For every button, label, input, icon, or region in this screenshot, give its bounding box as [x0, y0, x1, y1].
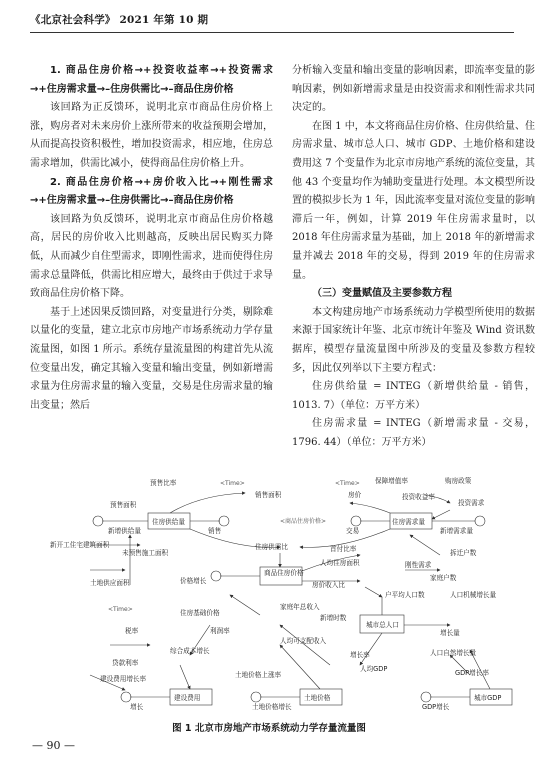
header-rule: [30, 32, 514, 33]
paragraph: 分析输入变量和输出变量的影响因素，即流率变量的影响因素，例如新增需求量是由投资需求和刚性需求共同决定的。: [292, 65, 535, 114]
label-transaction: 交易: [346, 527, 360, 535]
label-house-price: 房价: [348, 491, 362, 499]
label-unpresold-area: 未预售施工面积: [122, 549, 169, 557]
label-natural-growth: 人口自然增长量: [430, 649, 477, 657]
loop-heading-2: 2. 商品住房价格→+房价收入比→+刚性需求→+住房需求量→–住房供需比→–商品住房价格: [30, 176, 273, 207]
label-investment-return: 投资收益率: [402, 493, 435, 501]
label-growth-rate: 增长率: [350, 651, 370, 659]
stock-flow-diagram: [30, 475, 516, 713]
paragraph: 本文构建房地产市场系统动力学模型所使用的数据来源于国家统计年鉴、北京市统计年鉴及 Wind 资讯数据库，模型存量流量图中所涉及的变量及参数方程较多，因此仅列举以下主要方程式：: [292, 306, 535, 374]
label-price-ref: <商品住房价格>: [280, 518, 327, 525]
paragraph: 该回路为负反馈环，说明北京市商品住房价格越高，居民的房价收入比则越高，反映出居民购买力降低，从而减少自住型需求，即刚性需求，进而使得住房需求总量降低，供需比相应增大，最终由于供过于求导致商品住房价格下降。: [30, 213, 273, 300]
label-households: 家庭户数: [430, 574, 457, 582]
label-growth: 增长: [130, 703, 144, 711]
equation-supply: 住房供给量 = INTEG（新增供给量 - 销售，1013. 7）（单位：万平方米）: [292, 381, 535, 411]
label-land-supply: 土地供应面积: [90, 579, 130, 587]
label-housing-policy: 购房政策: [445, 477, 472, 485]
label-new-supply: 新增供给量: [108, 527, 141, 535]
label-city-population: 城市总人口: [366, 621, 399, 629]
label-sales: 销售: [208, 527, 222, 535]
label-time: <Time>: [220, 480, 245, 487]
label-sales-area: 销售面积: [255, 491, 282, 499]
label-build-cost-rate: 建设费用增长率: [100, 675, 147, 683]
figure-caption: 图 1 北京市房地产市场系统动力学存量流量图: [172, 723, 366, 734]
label-presale-ratio: 预售比率: [150, 479, 177, 487]
label-new-demand: 新增需求量: [440, 527, 473, 535]
running-header: 《北京社会科学》 2021 年第 10 期: [30, 14, 209, 26]
label-household-income: 家庭年总收入: [280, 603, 320, 611]
label-housing-demand: 住房需求量: [392, 518, 425, 526]
label-gdp-growth: GDP增长: [422, 703, 450, 711]
label-new-time: 新增时数: [320, 614, 347, 622]
label-time: <Time>: [108, 606, 133, 613]
label-presale-area: 预售面积: [110, 501, 137, 509]
label-disposable-income: 人均可支配收入: [280, 637, 327, 645]
label-land-growth: 土地价格增长: [252, 703, 292, 711]
label-time: <Time>: [335, 480, 360, 487]
label-cost-growth: 综合成本增长: [170, 647, 210, 655]
left-column: [30, 62, 273, 415]
label-avg-household: 户平均人口数: [385, 591, 425, 599]
label-gdp-growth-rate: GDP增长率: [455, 669, 489, 677]
label-per-capita-area: 人均住房面积: [320, 559, 360, 567]
paragraph: 该回路为正反馈环，说明北京市商品住房价格上涨，购房者对未来房价上涨所带来的收益预期会增加，从而提高投资积极性，增加投资需求，相应地，住房总需求增加，供需比减小，使得商品住房价格上升。: [30, 102, 273, 169]
label-guarantee-rate: 保障增值率: [375, 477, 408, 485]
label-loan-rate: 贷款利率: [112, 659, 139, 667]
label-new-construction: 新开工住宅建筑面积: [50, 541, 110, 549]
label-commodity-price: 商品住房价格: [264, 569, 304, 577]
label-base-price: 住房基础价格: [180, 609, 220, 617]
label-price-income: 房价收入比: [312, 581, 345, 589]
paragraph: 基于上述因果反馈回路，对变量进行分类，剔除难以量化的变量，建立北京市房地产市场系统动力学存量流量图，如图 1 所示。系统存量流量图的构建首先从流位变量出发，确定其输入变量和输出变量，例如新增需求量为住房需求量的输入变量，交易是住房需求量的输出变量；然后: [30, 306, 273, 411]
label-down-payment: 首付比率: [330, 545, 357, 553]
label-demolition: 拆迁户数: [450, 549, 477, 557]
label-investment-demand: 投资需求: [458, 499, 485, 507]
label-gdp-per-capita: 人均GDP: [360, 665, 388, 673]
label-housing-supply: 住房供给量: [152, 518, 185, 526]
label-city-gdp: 城市GDP: [474, 694, 502, 702]
paragraph: 在图 1 中，本文将商品住房价格、住房供给量、住房需求量、城市总人口、城市 GDP、土地价格和建设费用这 7 个变量作为北京市房地产系统的流位变量，其他 43 个变量均作为辅助变量进行处理。本文模型所设置的模拟步长为 1 年，因此流率变量对流位变量的影响滞后一年，例如，计算 2019 年住房需求量时，以 2018 年住房需求量为基础，加上 2018 年的新增需求量并减去 2018 年的交易，得到 2019 年的住房需求量。: [292, 120, 535, 281]
label-price-growth: 价格增长: [180, 577, 207, 585]
label-mechanical-growth: 人口机械增长量: [450, 591, 497, 599]
label-supply-demand-ratio: 住房供需比: [255, 543, 288, 551]
page-number: — 90 —: [32, 739, 75, 752]
label-tax-rate: 税率: [125, 627, 139, 635]
label-construction-cost: 建设费用: [174, 694, 201, 702]
label-land-rise-rate: 土地价格上涨率: [235, 671, 282, 679]
label-land-price: 土地价格: [304, 694, 331, 702]
equation-demand: 住房需求量 = INTEG（新增需求量 - 交易，1796. 44）（单位：万平方米）: [292, 418, 535, 448]
label-profit-rate: 利润率: [210, 627, 230, 635]
label-rigid-demand: 刚性需求: [405, 561, 432, 569]
label-increment: 增长量: [440, 629, 460, 637]
section-heading: （三）变量赋值及主要参数方程: [312, 288, 452, 300]
loop-heading-1: 1. 商品住房价格→+投资收益率→+投资需求→+住房需求量→–住房供需比→–商品住房价格: [30, 65, 273, 95]
right-column: [292, 62, 535, 452]
